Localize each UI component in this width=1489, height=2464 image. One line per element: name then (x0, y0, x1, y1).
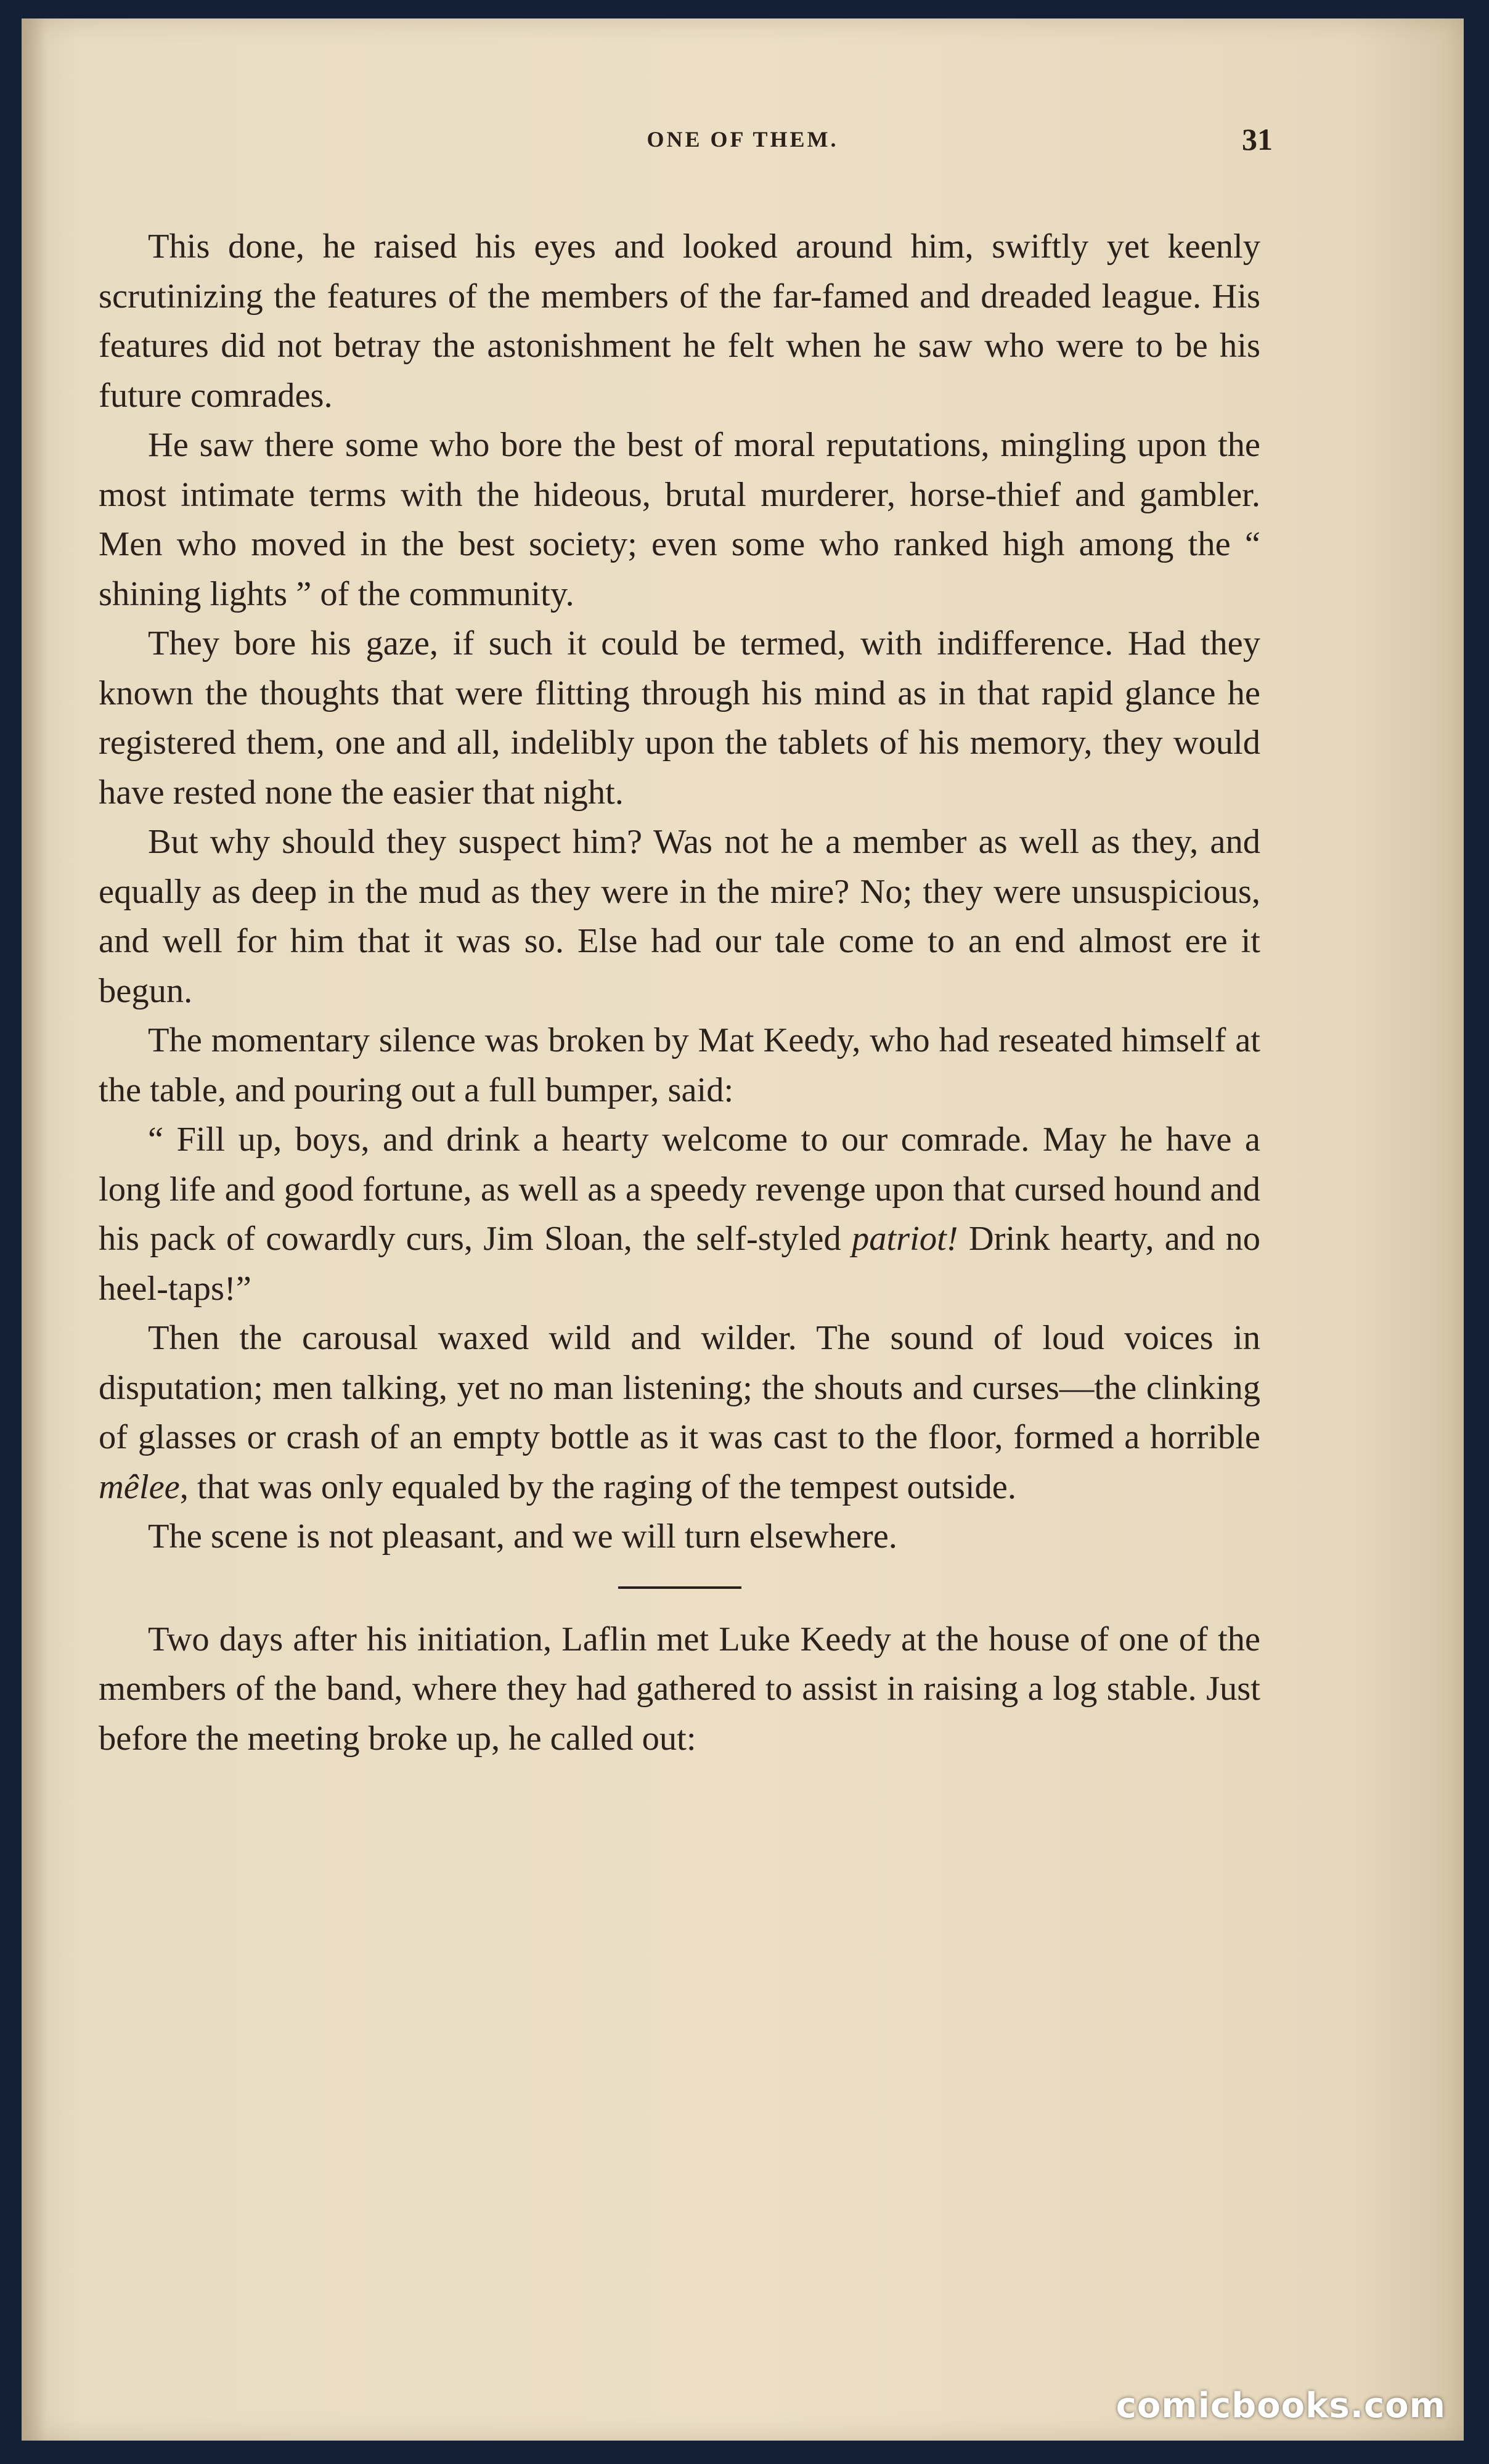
paragraph-carousal (99, 1313, 1260, 1512)
paragraph: They bore his gaze, if such it could be termed, with indifference. Had they known the thoughts that were flitting through his mind as in that rapid glance he registered them, one and all, indelibly upon the tablets of his memory, they would have rested none the easier that night. (99, 624, 1260, 812)
italic-word: patriot! (851, 1220, 958, 1258)
carousal-text: Then the carousal waxed wild and wilder. The sound of loud voices in disputation; men talking, yet no man listening; the shouts and curses—the clinking of glasses or crash of an empty bottle as it was cast to the floor, formed a horrible (99, 1319, 1260, 1456)
toast-text: “ Fill up, boys, and drink a hearty welcome to our comrade. May he have a long life and good fortune, as well as a speedy revenge upon that cursed hound and his pack of cowardly curs, Jim Sloan, the self-styled (99, 1120, 1260, 1258)
book-page (22, 18, 1464, 2441)
paragraph: Two days after his initiation, Laflin met Luke Keedy at the house of one of the members of the band, where they had gathered to assist in raising a log stable. Just before the meeting broke up, he called out: (99, 1620, 1260, 1758)
body-text (99, 222, 1260, 1763)
carousal-tail: , that was only equaled by the raging of the tempest outside. (179, 1467, 1016, 1506)
watermark: comicbooks.com (1116, 2386, 1446, 2426)
paragraph: But why should they suspect him? Was not he a member as well as they, and equally as deep in the mud as they were in the mire? No; they were unsuspicious, and well for him that it was so. Else had our tale come to an end almost ere it begun. (99, 823, 1260, 1010)
spine-shadow (22, 18, 46, 2441)
toast-tail: Drink hearty, and no heel-taps!” (99, 1220, 1261, 1308)
italic-word: mêlee (99, 1467, 180, 1506)
paragraph-toast (99, 1115, 1260, 1313)
paragraph: He saw there some who bore the best of moral reputations, mingling upon the most intimate terms with the hideous, brutal murderer, horse-thief and gambler. Men who moved in the best society; even some who ranked high among the “ shining lights ” of the community. (99, 426, 1260, 613)
section-divider (618, 1586, 741, 1589)
page-number: 31 (1242, 122, 1273, 157)
running-title: ONE OF THEM. (647, 127, 839, 152)
paragraph: The momentary silence was broken by Mat Keedy, who had reseated himself at the table, and pouring out a full bumper, said: (99, 1021, 1260, 1109)
paragraph: This done, he raised his eyes and looked around him, swiftly yet keenly scrutinizing the features of the members of the far-famed and dreaded league. His features did not betray the astonishment he felt when he saw who were to be his future comrades. (99, 227, 1260, 415)
paragraph: The scene is not pleasant, and we will turn elsewhere. (148, 1517, 897, 1556)
running-head (22, 122, 1464, 169)
